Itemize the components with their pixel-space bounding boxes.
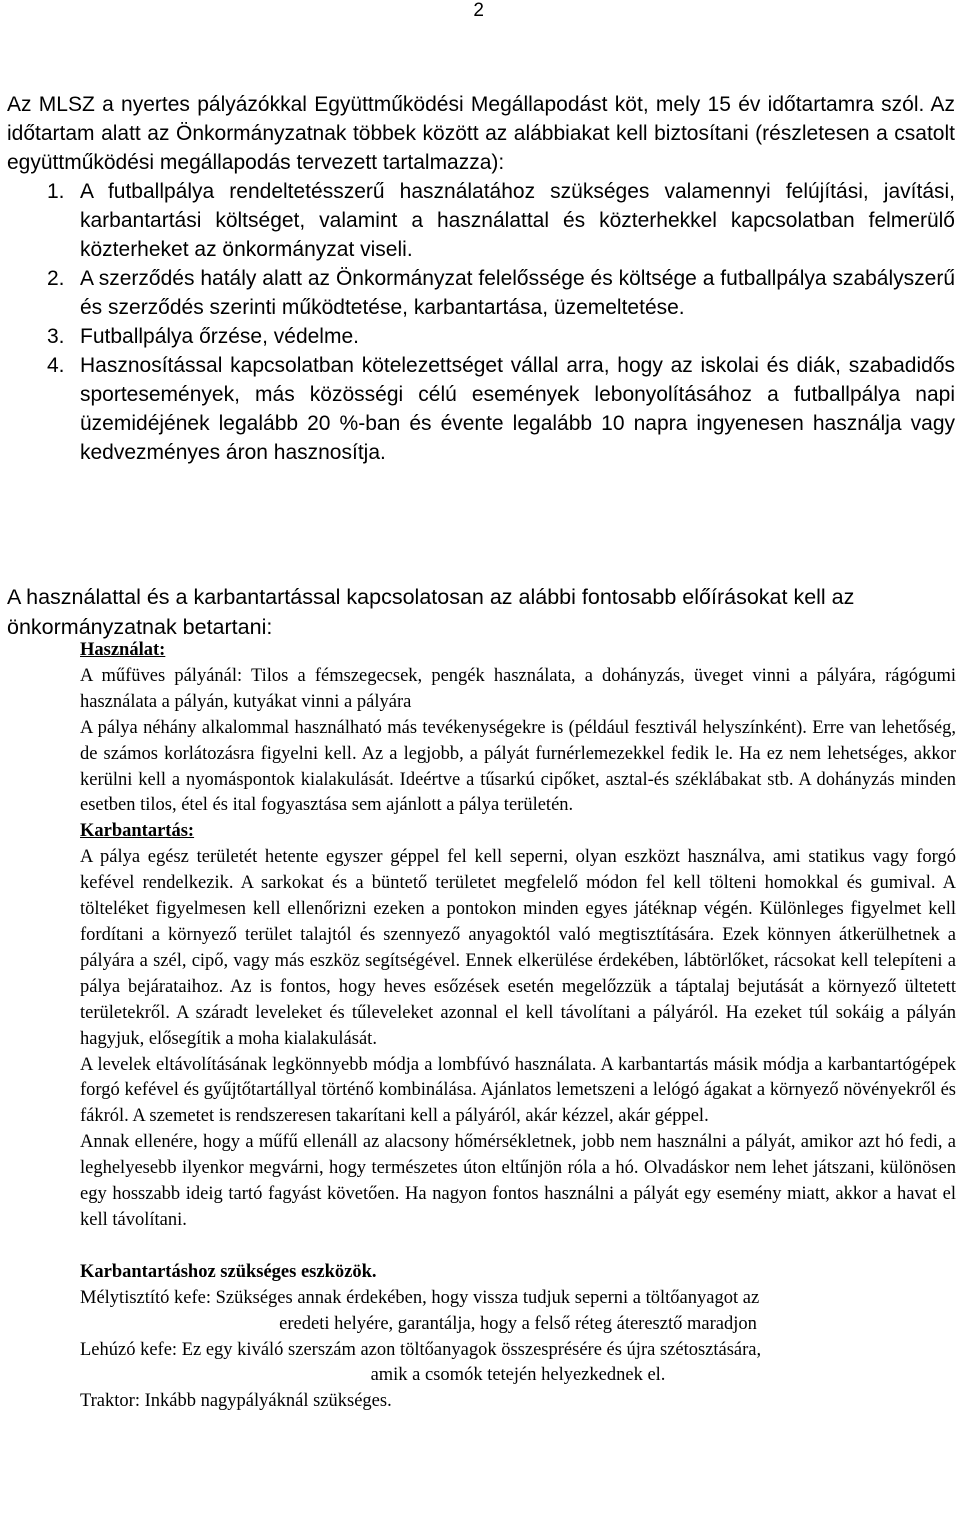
tool-item-continuation [80,1363,956,1389]
list-item-number: 2. [47,267,65,290]
tool-description [80,1363,956,1389]
rules-section [80,638,956,1415]
list-item [7,322,955,351]
list-item [7,351,955,467]
tool-description-line: eredeti helyére, garantálja, hogy a felső réteg áteresztő maradjon [279,1313,757,1334]
tool-item [80,1286,956,1312]
tool-description-line: Inkább nagypályáknál szükséges. [144,1391,392,1412]
intro-paragraph: Az MLSZ a nyertes pályázókkal Együttműködési Megállapodást köt, mely 15 év időtartamra szól. Az időtartam alatt az Önkormányzatnak többek között az alábbiakat kell biztosítani (részletesen a csatolt együttműködési megállapodás tervezett tartalmazza): [7,93,955,174]
list-item-number: 3. [47,325,65,348]
maintenance-heading: Karbantartás: [80,821,195,842]
tool-description-line: Szükséges annak érdekében, hogy vissza tudjuk seperni a töltőanyagot az [215,1287,760,1308]
tool-item [80,1389,956,1415]
tool-name: Traktor: [80,1391,145,1412]
list-item-text: A futballpálya rendeltetésszerű használatához szükséges valamennyi felújítási, javítási, karbantartási költséget, valamint a használattal és közterhekkel kapcsolatban felmerülő közterheket az önkormányzat viseli. [80,180,955,261]
page-number: 2 [473,0,484,21]
list-item-text: A szerződés hatály alatt az Önkormányzat felelőssége és költsége a futballpálya szabályszerű és szerződés szerinti működtetése, karbantartása, üzemeltetése. [80,267,955,319]
tool-description-line: Ez egy kiváló szerszám azon töltőanyagok összesprésére és újra szétosztására, [181,1339,762,1360]
intro-section [7,90,955,467]
tool-item [80,1338,956,1364]
list-item [7,264,955,322]
tool-description [80,1312,956,1338]
list-item-number: 4. [47,354,65,377]
tools-heading: Karbantartáshoz szükséges eszközök. [80,1261,377,1282]
usage-paragraph-2: A pálya néhány alkalommal használható más tevékenységekre is (például fesztivál helyszínként). Erre van lehetőség, de számos korlátozásra figyelni kell. Az a legjobb, a pályát furnérlemezekkel fedik le. Ha ez nem lehetséges, akkor kerülni kell a nyomáspontok kialakulását. Ideértve a tűsarkú cipőket, asztal-és széklábakat stb. A dohányzás minden esetben tilos, étel és ital fogyasztása sem ajánlott a pálya területén. [80,717,956,816]
maintenance-paragraph-3: Annak ellenére, hogy a műfű ellenáll az alacsony hőmérsékletnek, jobb nem használni a pályát, amikor azt hó fedi, a leghelyesebb ilyenkor megvárni, hogy természetes úton eltűnjön róla a hó. Olvadáskor nem lehet játszani, különösen egy hosszabb ideig tartó fagyást követően. Ha nagyon fontos használni a pályát egy esemény miatt, akkor a havat el kell távolítani. [80,1132,956,1230]
usage-heading: Használat: [80,640,166,660]
list-item-number: 1. [47,180,65,203]
tool-description [216,1286,956,1312]
tool-description [182,1338,956,1364]
list-item-text: Futballpálya őrzése, védelme. [80,325,359,348]
tool-description [145,1389,956,1415]
tool-name: Lehúzó kefe: [80,1339,182,1360]
summary-paragraph: A használattal és a karbantartással kapcsolatosan az alábbi fontosabb előírásokat kell az önkormányzatnak betartani: [7,585,855,639]
tool-name: Mélytisztító kefe: [80,1287,216,1308]
obligations-list [7,177,955,467]
tool-item-continuation [80,1312,956,1338]
maintenance-paragraph-2: A levelek eltávolításának legkönnyebb módja a lombfúvó használata. A karbantartás másik módja a karbantartógépek forgó kefével és gyűjtőtartállyal történő kombinálása. Ajánlatos lemetszeni a lelógó ágakat a környező növényekről és fákról. A szemetet is rendszeresen takarítani kell a pályáról, akár kézzel, akár géppel. [80,1054,956,1127]
usage-paragraph-1: A műfüves pályánál: Tilos a fémszegecsek, pengék használata, a dohányzás, üveget vinni a pályára, rágógumi használata a pályán, kutyákat vinni a pályára [80,665,956,712]
list-item-text: Hasznosítással kapcsolatban kötelezettséget vállal arra, hogy az iskolai és diák, szabadidős sportesemények, más közösségi célú események lebonyolításához a futballpálya napi üzemidéjének legalább 20 %-ban és évente legalább 10 napra ingyenesen használja vagy kedvezményes áron hasznosítja. [80,354,955,464]
list-item [7,177,955,264]
tool-description-line: amik a csomók tetején helyezkednek el. [370,1365,666,1386]
maintenance-paragraph-1: A pálya egész területét hetente egyszer géppel fel kell seperni, olyan eszközt használva, ami statikus vagy forgó kefével rendelkezik. A sarkokat és a büntető területet megfelelő módon fel kell tölteni homokkal és gumival. A tölteléket figyelmesen kell ellenőrizni ezeken a pontokon minden egyes játéknap végén. Különleges figyelmet kell fordítani a környező terület talajtól és szennyező anyagoktól való megtisztítására. Ezek könnyen átkerülhetnek a pályára a szél, cipő, vagy más eszköz segítségével. Ennek elkerülése érdekében, lábtörlőket, rácsokat kell telepíteni a pálya bejárataihoz. Az is fontos, hogy heves esőzések esetén megelőzzük a táptalaj bejutását a környező ültetett területekről. A száradt leveleket és tűleveleket azonnal el kell távolítani a pályáról. Ha ezeket túl sokáig a pályán hagyjuk, elősegítik a moha kialakulását. [80,847,956,1049]
